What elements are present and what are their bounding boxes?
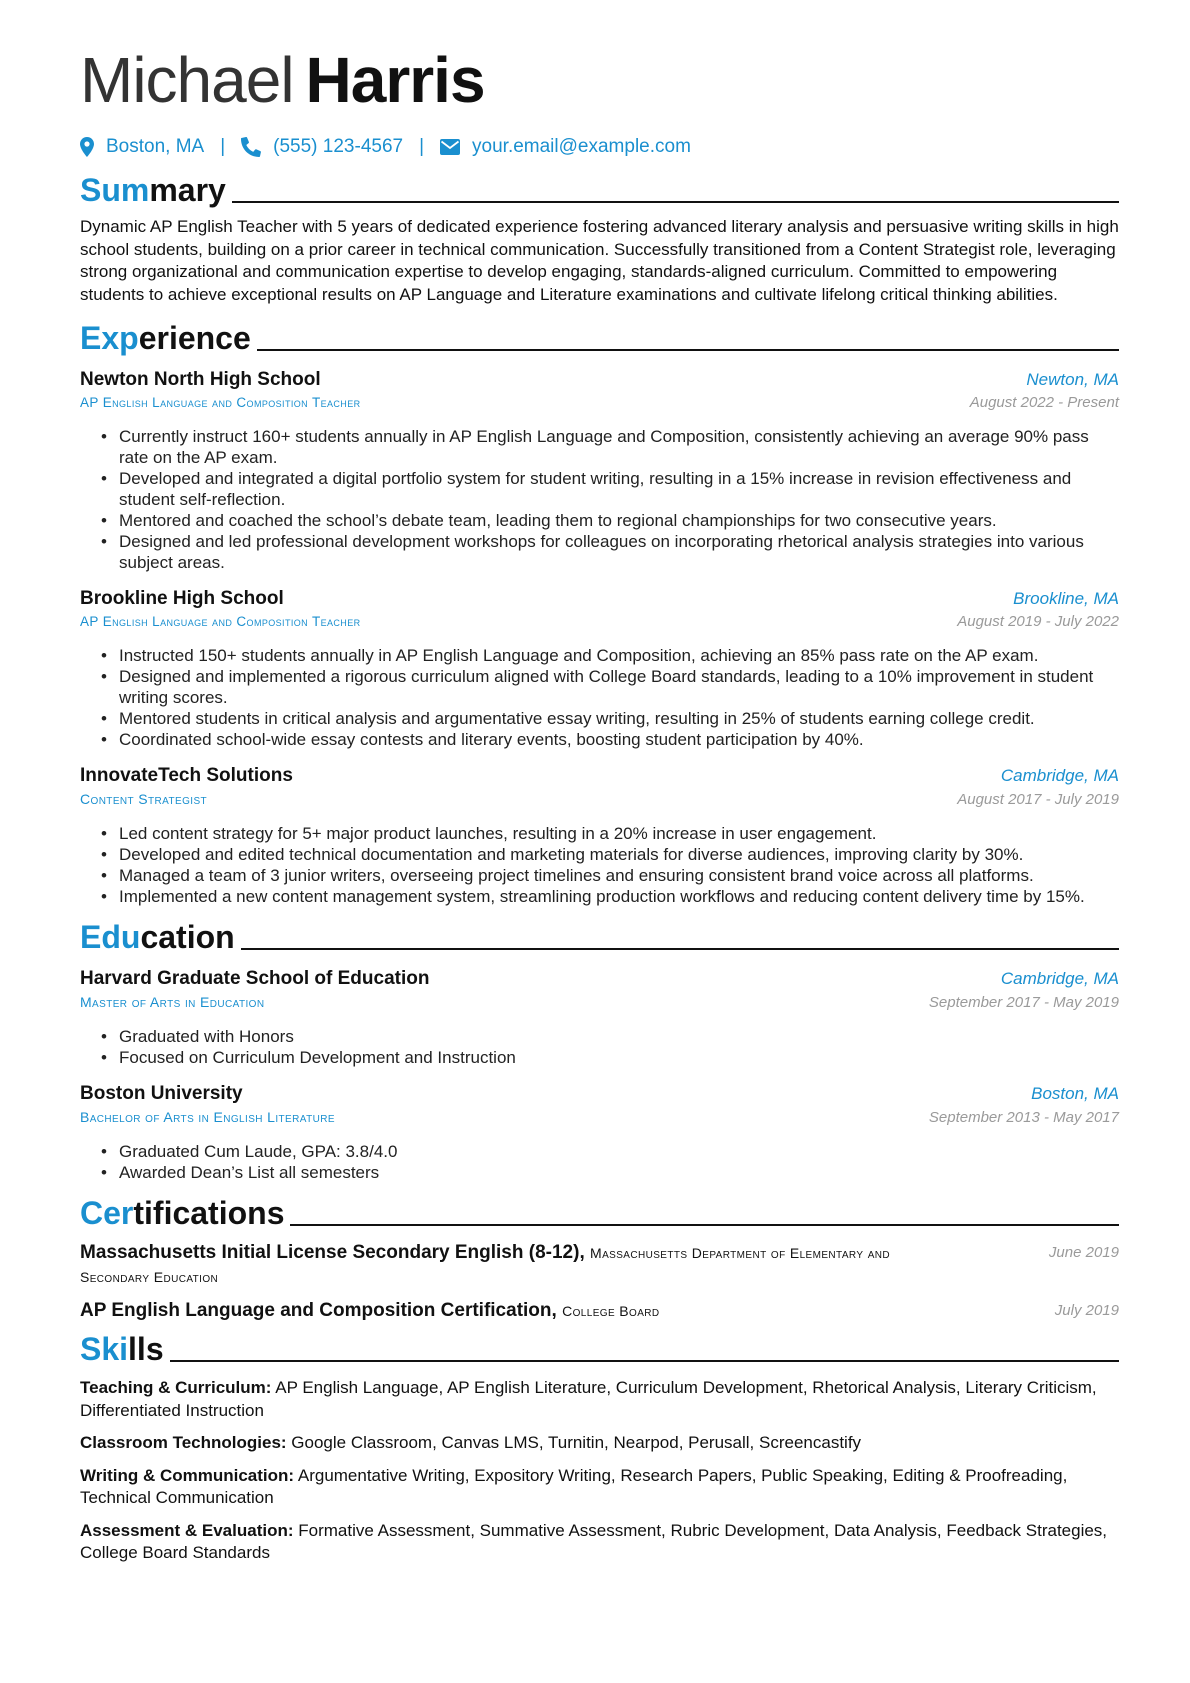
job-bullets xyxy=(80,645,1119,750)
bullet-item: • Managed a team of 3 junior writers, overseeing project timelines and ensuring consistent brand voice across all platforms. xyxy=(106,865,1119,886)
section-divider xyxy=(241,948,1119,950)
email-text: your.email@example.com xyxy=(472,136,691,157)
skill-group xyxy=(80,1377,1119,1422)
section-title-accent: Sum xyxy=(80,172,150,208)
certification-issuer: Massachusetts Department of Elementary and Secondary Education xyxy=(80,1245,891,1285)
certification-entry xyxy=(80,1241,1119,1289)
job-location: Cambridge, MA xyxy=(1000,766,1119,785)
summary-section-header xyxy=(80,170,1119,208)
skill-items: Argumentative Writing, Expository Writing, Research Papers, Public Speaking, Editing & Proofreading, Technical Communication xyxy=(80,1465,1068,1507)
section-divider xyxy=(170,1360,1119,1362)
certification-issuer: College Board xyxy=(562,1303,660,1319)
experience-entry xyxy=(80,368,1119,573)
contact-email[interactable] xyxy=(440,136,691,158)
resume-page xyxy=(80,40,1119,1565)
section-divider xyxy=(232,201,1119,203)
envelope-icon xyxy=(440,139,460,155)
job-title: Content Strategist xyxy=(80,791,208,807)
skills-section-header xyxy=(80,1329,1119,1367)
bullet-item: • Developed and edited technical documentation and marketing materials for diverse audiences, improving clarity by 30%. xyxy=(106,844,1119,865)
bullet-item: • Currently instruct 160+ students annually in AP English Language and Composition, consistently achieving an average 90% pass rate on the AP exam. xyxy=(106,426,1119,468)
section-divider xyxy=(290,1224,1119,1226)
contact-location xyxy=(80,136,204,158)
bullet-item: • Designed and implemented a rigorous curriculum aligned with College Board standards, leading to a 10% improvement in student writing scores. xyxy=(106,666,1119,708)
bullet-item: • Awarded Dean’s List all semesters xyxy=(106,1162,1119,1183)
section-title-accent: Cer xyxy=(80,1195,134,1231)
employer-name: InnovateTech Solutions xyxy=(80,765,293,786)
education-entry xyxy=(80,967,1119,1068)
school-name: Harvard Graduate School of Education xyxy=(80,968,430,989)
school-location: Boston, MA xyxy=(1031,1084,1119,1103)
section-title-accent: Ski xyxy=(80,1331,129,1367)
skill-group xyxy=(80,1520,1119,1565)
school-location: Cambridge, MA xyxy=(1000,969,1119,988)
contact-bar xyxy=(80,132,1119,162)
job-dates: August 2022 - Present xyxy=(969,394,1119,411)
job-bullets xyxy=(80,823,1119,907)
employer-name: Newton North High School xyxy=(80,369,321,390)
skill-category: Writing & Communication: xyxy=(80,1465,295,1485)
first-name: Michael xyxy=(80,44,294,116)
contact-phone[interactable] xyxy=(241,136,403,158)
degree-title: Bachelor of Arts in English Literature xyxy=(80,1109,335,1125)
job-title: AP English Language and Composition Teacher xyxy=(80,614,361,629)
bullet-item: • Designed and led professional development workshops for colleagues on incorporating rhetorical analysis strategies into various subject areas. xyxy=(106,531,1119,573)
section-title-rest: lls xyxy=(128,1331,164,1367)
job-location: Newton, MA xyxy=(1026,370,1119,389)
certification-text: Massachusetts Initial License Secondary English (8-12), Massachusetts Department of Elementary and Secondary Education xyxy=(80,1242,891,1285)
section-title xyxy=(80,919,235,955)
job-dates: August 2017 - July 2019 xyxy=(957,791,1119,808)
summary-text: Dynamic AP English Teacher with 5 years of dedicated experience fostering advanced literary analysis and persuasive writing skills in high school students, building on a prior career in technical communication. Successfully transitioned from a Content Strategist role, leveraging strong organizational and communication expertise to develop engaging, standards-aligned curriculum. Committed to empowering students to achieve exceptional results on AP Language and Literature examinations and cultivate lifelong critical thinking abilities. xyxy=(80,217,1119,304)
skill-items: Formative Assessment, Summative Assessment, Rubric Development, Data Analysis, Feedback Strategies, College Board Standards xyxy=(80,1520,1108,1562)
experience-section-header xyxy=(80,318,1119,356)
section-title-rest: cation xyxy=(140,919,235,955)
phone-icon xyxy=(241,137,261,157)
candidate-name xyxy=(80,40,1119,120)
education-entry xyxy=(80,1082,1119,1183)
section-title-rest: mary xyxy=(149,172,226,208)
bullet-item: • Instructed 150+ students annually in AP English Language and Composition, achieving an 85% pass rate on the AP exam. xyxy=(106,645,1119,666)
job-dates: August 2019 - July 2022 xyxy=(957,613,1119,630)
certification-date: July 2019 xyxy=(1054,1302,1119,1319)
skill-items: Google Classroom, Canvas LMS, Turnitin, Nearpod, Perusall, Screencastify xyxy=(291,1433,862,1452)
skill-category: Teaching & Curriculum: xyxy=(80,1378,272,1397)
skill-category: Assessment & Evaluation: xyxy=(80,1520,294,1540)
education-dates: September 2017 - May 2019 xyxy=(928,994,1119,1011)
contact-separator: | xyxy=(419,136,425,157)
section-title-accent: Exp xyxy=(80,320,139,356)
job-title: AP English Language and Composition Teacher xyxy=(80,395,361,410)
map-marker-icon xyxy=(80,137,94,157)
experience-entry xyxy=(80,587,1119,750)
bullet-item: • Mentored and coached the school’s debate team, leading them to regional championships for two consecutive years. xyxy=(106,510,1119,531)
degree-title: Master of Arts in Education xyxy=(80,994,265,1010)
certification-entry xyxy=(80,1299,1119,1323)
job-bullets xyxy=(80,426,1119,573)
certifications-section-header xyxy=(80,1193,1119,1231)
employer-name: Brookline High School xyxy=(80,588,284,609)
school-name: Boston University xyxy=(80,1083,243,1104)
bullet-item: • Developed and integrated a digital portfolio system for student writing, resulting in a 15% increase in revision effectiveness and student self-reflection. xyxy=(106,468,1119,510)
education-section-header xyxy=(80,917,1119,955)
last-name: Harris xyxy=(305,44,485,116)
certification-text: AP English Language and Composition Certification, College Board xyxy=(80,1300,660,1321)
section-title xyxy=(80,172,226,208)
bullet-item: • Implemented a new content management system, streamlining production workflows and reducing content delivery time by 15%. xyxy=(106,886,1119,907)
location-text: Boston, MA xyxy=(106,136,205,157)
bullet-item: • Graduated with Honors xyxy=(106,1026,1119,1047)
certification-title: AP English Language and Composition Certification xyxy=(80,1300,552,1321)
bullet-item: • Coordinated school-wide essay contests and literary events, boosting student participation by 40%. xyxy=(106,729,1119,750)
education-bullets xyxy=(80,1141,1119,1183)
education-dates: September 2013 - May 2017 xyxy=(928,1109,1119,1126)
bullet-item: • Focused on Curriculum Development and Instruction xyxy=(106,1047,1119,1068)
bullet-item: • Led content strategy for 5+ major product launches, resulting in a 20% increase in user engagement. xyxy=(106,823,1119,844)
section-divider xyxy=(257,349,1119,351)
skill-items: AP English Language, AP English Literature, Curriculum Development, Rhetorical Analysis, Literary Criticism, Differentiated Instruction xyxy=(80,1378,1097,1420)
bullet-item: • Mentored students in critical analysis and argumentative essay writing, resulting in 25% of students earning college credit. xyxy=(106,708,1119,729)
job-location: Brookline, MA xyxy=(1013,589,1119,608)
skill-group xyxy=(80,1432,1119,1455)
certification-title: Massachusetts Initial License Secondary English (8-12) xyxy=(80,1242,580,1263)
section-title xyxy=(80,1331,164,1367)
section-title xyxy=(80,1195,284,1231)
section-title xyxy=(80,320,251,356)
experience-entry xyxy=(80,764,1119,907)
section-title-rest: erience xyxy=(138,320,251,356)
skill-group xyxy=(80,1465,1119,1510)
education-bullets xyxy=(80,1026,1119,1068)
section-title-rest: tifications xyxy=(133,1195,285,1231)
bullet-item: • Graduated Cum Laude, GPA: 3.8/4.0 xyxy=(106,1141,1119,1162)
section-title-accent: Edu xyxy=(80,919,141,955)
certification-date: June 2019 xyxy=(1048,1244,1119,1261)
phone-text: (555) 123-4567 xyxy=(273,136,404,157)
contact-separator: | xyxy=(220,136,226,157)
skill-category: Classroom Technologies: xyxy=(80,1433,287,1452)
